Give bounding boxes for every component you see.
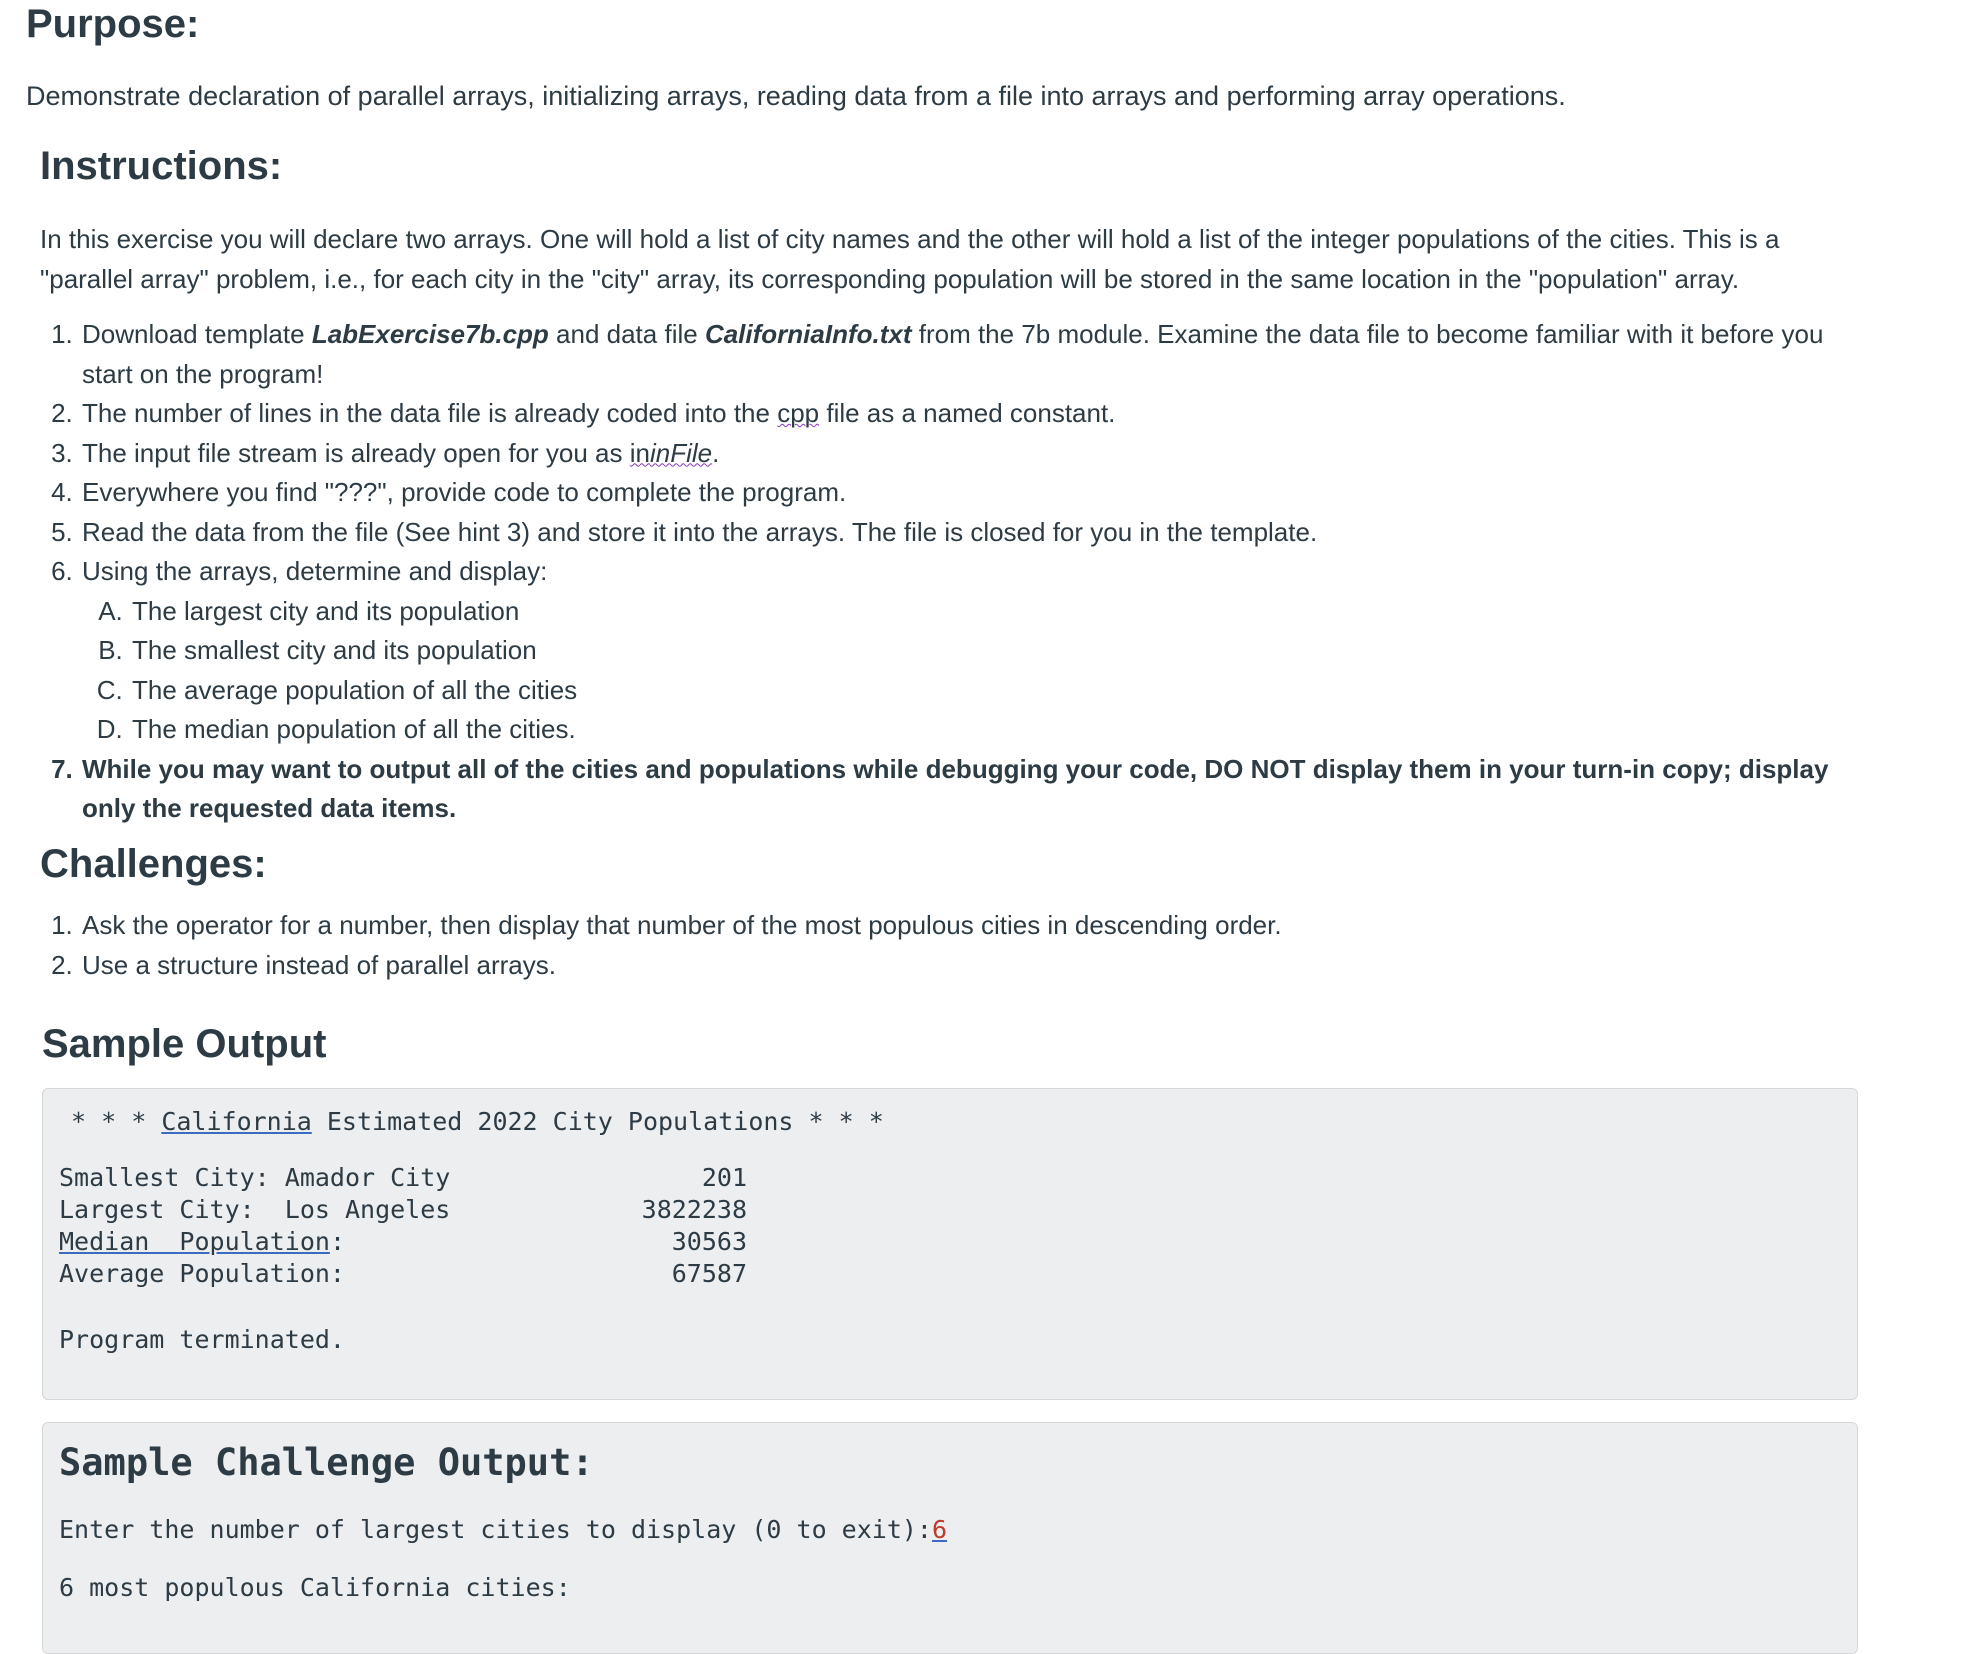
step-7: 7. While you may want to output all of the cities and populations while debugging your code, DO NOT display them in your turn-in copy; display only the requested data items. xyxy=(80,750,1860,829)
challenges-heading: Challenges: xyxy=(40,842,267,886)
program-terminated: Program terminated. xyxy=(59,1325,345,1354)
median-population-value: 30563 xyxy=(671,1227,747,1256)
step-6a: A. The largest city and its population xyxy=(130,592,1860,632)
median-population-label: Median Population: xyxy=(59,1227,345,1256)
step-4: 4. Everywhere you find "???", provide code to complete the program. xyxy=(80,473,1860,513)
step-6c: C. The average population of all the cities xyxy=(130,671,1860,711)
step-6-sublist xyxy=(82,592,1860,750)
challenge-2: 2. Use a structure instead of parallel arrays. xyxy=(80,946,1860,986)
average-population-value: 67587 xyxy=(671,1259,747,1288)
data-filename: CaliforniaInfo.txt xyxy=(704,319,912,349)
sample-output-box xyxy=(42,1088,1858,1400)
instructions-heading: Instructions: xyxy=(40,144,283,188)
step-6: 6. Using the arrays, determine and display: A. The largest city and its population B. The smallest city and its population C. The average population of all the cities D. The median population of all the cities. xyxy=(80,552,1860,750)
spellcheck-infile: ininFile xyxy=(629,437,713,468)
spellcheck-cpp: cpp xyxy=(777,398,820,428)
challenges-list xyxy=(40,906,1860,985)
step-1: 1. Download template LabExercise7b.cpp and data file CaliforniaInfo.txt from the 7b module. Examine the data file to become familiar with it before you start on the program! xyxy=(80,315,1860,394)
challenge-result-line: 6 most populous California cities: xyxy=(59,1573,571,1602)
largest-city-label: Largest City: Los Angeles xyxy=(59,1195,451,1224)
template-filename: LabExercise7b.cpp xyxy=(311,319,549,349)
average-population-label: Average Population: xyxy=(59,1259,345,1288)
sample-challenge-output-box xyxy=(42,1422,1858,1654)
smallest-city-label: Smallest City: Amador City xyxy=(59,1163,451,1192)
smallest-city-value: 201 xyxy=(701,1163,747,1192)
purpose-text: Demonstrate declaration of parallel arrays, initializing arrays, reading data from a file into arrays and performing array operations. xyxy=(26,81,1566,111)
challenge-input-value: 6 xyxy=(931,1515,948,1544)
step-6b: B. The smallest city and its population xyxy=(130,631,1860,671)
instructions-steps xyxy=(40,315,1860,829)
step-3: 3. The input file stream is already open for you as ininFile. xyxy=(80,434,1860,474)
output-title: * * * California Estimated 2022 City Populations * * * xyxy=(71,1107,884,1136)
instructions-intro: In this exercise you will declare two arrays. One will hold a list of city names and the other will hold a list of the integer populations of the cities. This is a "parallel array" problem, i.e., for each city in the "city" array, its corresponding population will be stored in the same location in the "population" array. xyxy=(40,224,1780,294)
challenge-1: 1. Ask the operator for a number, then display that number of the most populous cities in descending order. xyxy=(80,906,1860,946)
purpose-heading: Purpose: xyxy=(26,2,200,46)
challenge-output-heading: Sample Challenge Output: xyxy=(59,1441,594,1484)
step-2: 2. The number of lines in the data file is already coded into the cpp file as a named constant. xyxy=(80,394,1860,434)
sample-output-heading: Sample Output xyxy=(42,1022,327,1066)
challenge-prompt: Enter the number of largest cities to display (0 to exit):6 xyxy=(59,1515,948,1544)
step-6d: D. The median population of all the cities. xyxy=(130,710,1860,750)
step-5: 5. Read the data from the file (See hint 3) and store it into the arrays. The file is closed for you in the template. xyxy=(80,513,1860,553)
largest-city-value: 3822238 xyxy=(641,1195,747,1224)
